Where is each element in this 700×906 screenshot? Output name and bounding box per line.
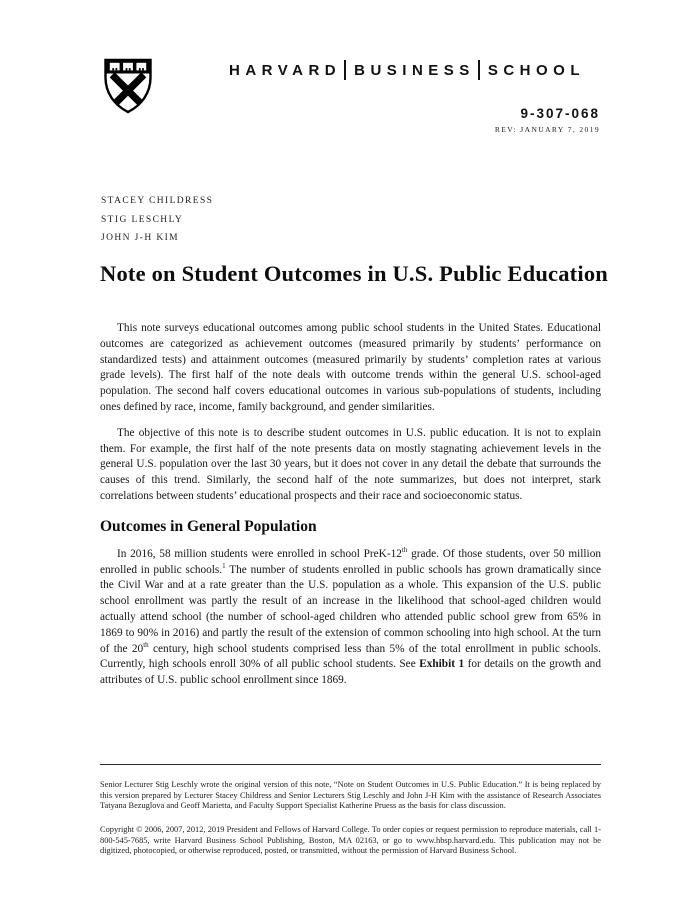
wordmark-school: SCHOOL [487, 61, 585, 79]
document-number: 9-307-068 [520, 106, 600, 121]
body-text-segment: century, high school students comprised less than 5% of the total enrollment in public schools. Currently, high schools enroll 30% of all public school students. See [100, 642, 601, 671]
revision-date: REV: JANUARY 7, 2019 [494, 125, 600, 134]
body-text-segment: The number of students enrolled in public schools has grown dramatically since the Civil War and at a rate greater than the U.S. population as a whole. This expansion of the U.S. public school enrollment was partly the result of an increase in the likelihood that school-aged children would actually attend school (the number of school-aged children who attended public school grew from 65% in 1869 to 90% in 2016) and partly the result of the extension of common schooling into high school. At the turn of the 20 [100, 563, 601, 655]
body-text-segment: for details on the growth and attributes of U.S. public school enrollment since 1869. [100, 658, 601, 687]
document-title: Note on Student Outcomes in U.S. Public Education [100, 261, 608, 287]
intro-paragraph-2: The objective of this note is to describe student outcomes in U.S. public education. It is not to explain them. For example, the first half of the note presents data on mostly stagnating achievement levels in the general U.S. population over the last 30 years, but it does not cover in any detail the debate that surrounds the causes of this trend. Similarly, the second half of the note summarizes, but does not interpret, stark correlations between students’ educational prospects and their race and socioeconomic status. [100, 426, 601, 502]
wordmark-divider [344, 60, 346, 80]
wordmark-harvard: HARVARD [229, 61, 342, 79]
ordinal-superscript: th [401, 546, 408, 554]
exhibit-reference: Exhibit 1 [419, 658, 465, 671]
ordinal-superscript: th [143, 640, 149, 649]
body-text-segment: grade. Of those students, over 50 million enrolled in public schools. [100, 547, 601, 576]
attribution-note: Senior Lecturer Stig Leschly wrote the original version of this note, “Note on Student Outcomes in U.S. Public Education.” It is being replaced by this version prepared by Lecturer Stacey Childress and Senior Lecturers Stig Leschly and John J-H Kim with the assistance of Research Associates Tatyana Bezuglova and Geoff Marietta, and Faculty Support Specialist Katherine Pruess as the basis for class discussion. [100, 780, 601, 811]
shield-books [110, 63, 146, 71]
section-paragraph [100, 547, 601, 689]
wordmark-divider [478, 60, 480, 80]
footnote-divider [100, 764, 601, 765]
intro-paragraph-1: This note surveys educational outcomes among public school students in the United States. Educational outcomes are categorized as achievement outcomes (measured primarily by students’ performance on standardized tests) and attainment outcomes (measured primarily by students’ completion rates at various grade levels). The first half of the note deals with outcome trends within the general U.S. school-aged population. The second half covers educational outcomes in various sub-populations of students, including ones defined by race, income, family background, and gender similarities. [100, 322, 601, 413]
author-name: JOHN J-H KIM [101, 233, 180, 243]
author-name: STACEY CHILDRESS [101, 196, 214, 206]
footnote-marker: 1 [222, 561, 226, 570]
author-list [101, 192, 213, 248]
document-body [100, 321, 601, 699]
hbs-wordmark [229, 60, 585, 80]
wordmark-business: BUSINESS [354, 61, 475, 79]
copyright-notice: Copyright © 2006, 2007, 2012, 2019 President and Fellows of Harvard College. To order copies or request permission to reproduce materials, call 1-800-545-7685, write Harvard Business School Publishing, Boston, MA 02163, or go to www.hbsp.harvard.edu. This publication may not be digitized, photocopied, or otherwise reproduced, posted, or transmitted, without the permission of Harvard Business School. [100, 825, 601, 856]
section-heading: Outcomes in General Population [100, 517, 317, 535]
document-meta [495, 106, 600, 134]
hbs-shield-icon [103, 57, 153, 115]
body-text-segment: In 2016, 58 million students were enrolled in school PreK-12 [117, 547, 402, 560]
author-name: STIG LESCHLY [101, 214, 184, 225]
